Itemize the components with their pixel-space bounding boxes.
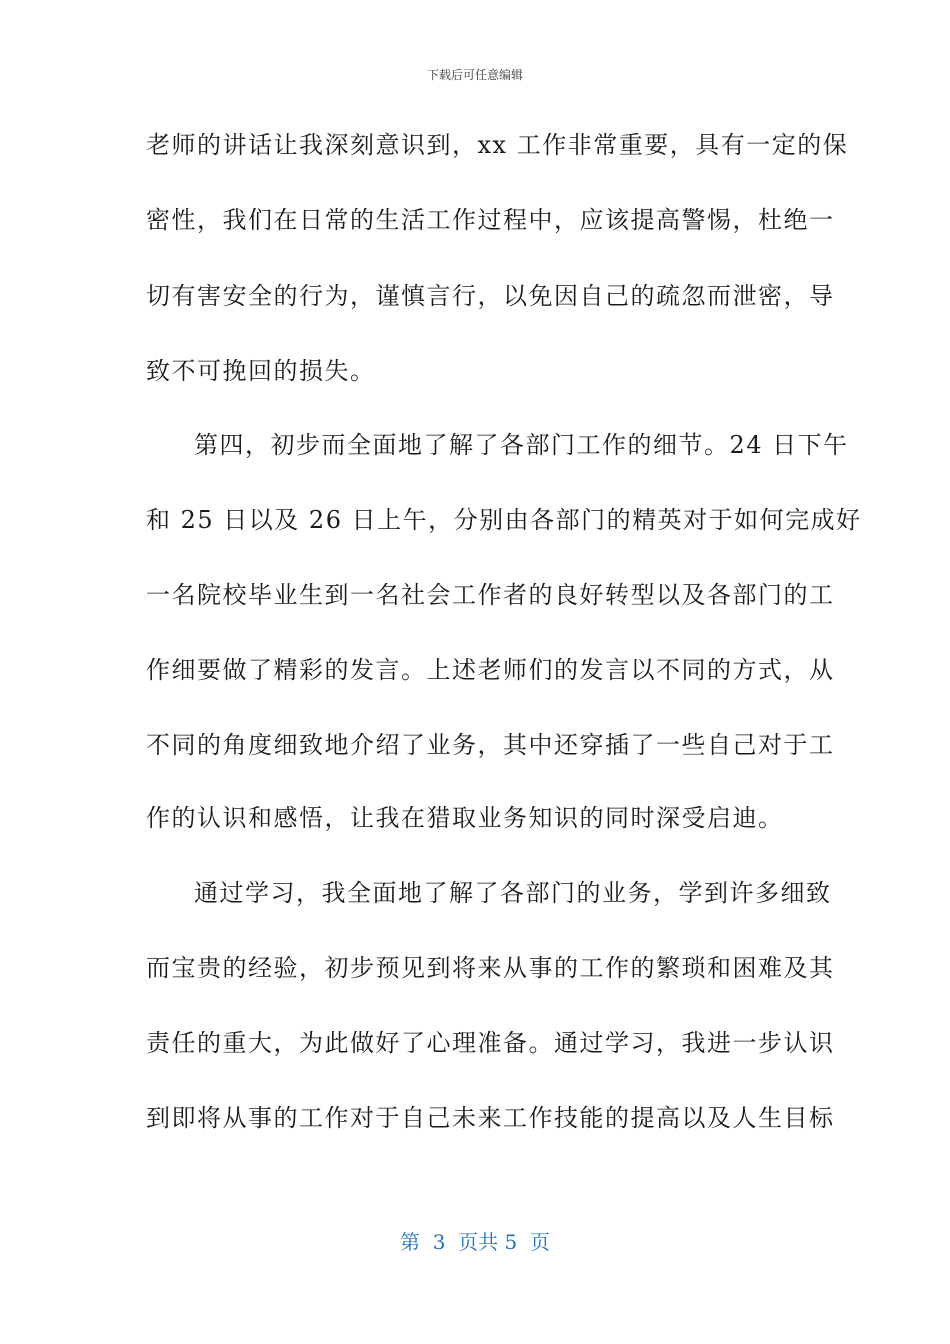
body-line-1: 老师的讲话让我深刻意识到，xx 工作非常重要，具有一定的保	[146, 131, 849, 159]
page-number-footer: 第 3 页共 5 页	[400, 1230, 550, 1254]
body-line-9: 不同的角度细致地介绍了业务，其中还穿插了一些自己对于工	[146, 731, 835, 759]
body-line-13: 责任的重大，为此做好了心理准备。通过学习，我进一步认识	[146, 1029, 835, 1057]
body-line-11: 通过学习，我全面地了解了各部门的业务，学到许多细致	[194, 879, 832, 907]
body-line-14: 到即将从事的工作对于自己未来工作技能的提高以及人生目标	[146, 1104, 835, 1132]
page-header: 下载后可任意编辑	[426, 68, 523, 82]
body-line-3: 切有害安全的行为，谨慎言行，以免因自己的疏忽而泄密，导	[146, 282, 835, 310]
body-line-8: 作细要做了精彩的发言。上述老师们的发言以不同的方式，从	[146, 656, 835, 684]
body-line-10: 作的认识和感悟，让我在猎取业务知识的同时深受启迪。	[146, 804, 784, 832]
body-line-12: 而宝贵的经验，初步预见到将来从事的工作的繁琐和困难及其	[146, 954, 835, 982]
body-line-5: 第四，初步而全面地了解了各部门工作的细节。24 日下午	[194, 431, 849, 459]
body-line-4: 致不可挽回的损失。	[146, 357, 376, 385]
body-line-2: 密性，我们在日常的生活工作过程中，应该提高警惕，杜绝一	[146, 206, 835, 234]
body-line-7: 一名院校毕业生到一名社会工作者的良好转型以及各部门的工	[146, 581, 835, 609]
body-line-6: 和 25 日以及 26 日上午，分别由各部门的精英对于如何完成好	[146, 506, 862, 534]
